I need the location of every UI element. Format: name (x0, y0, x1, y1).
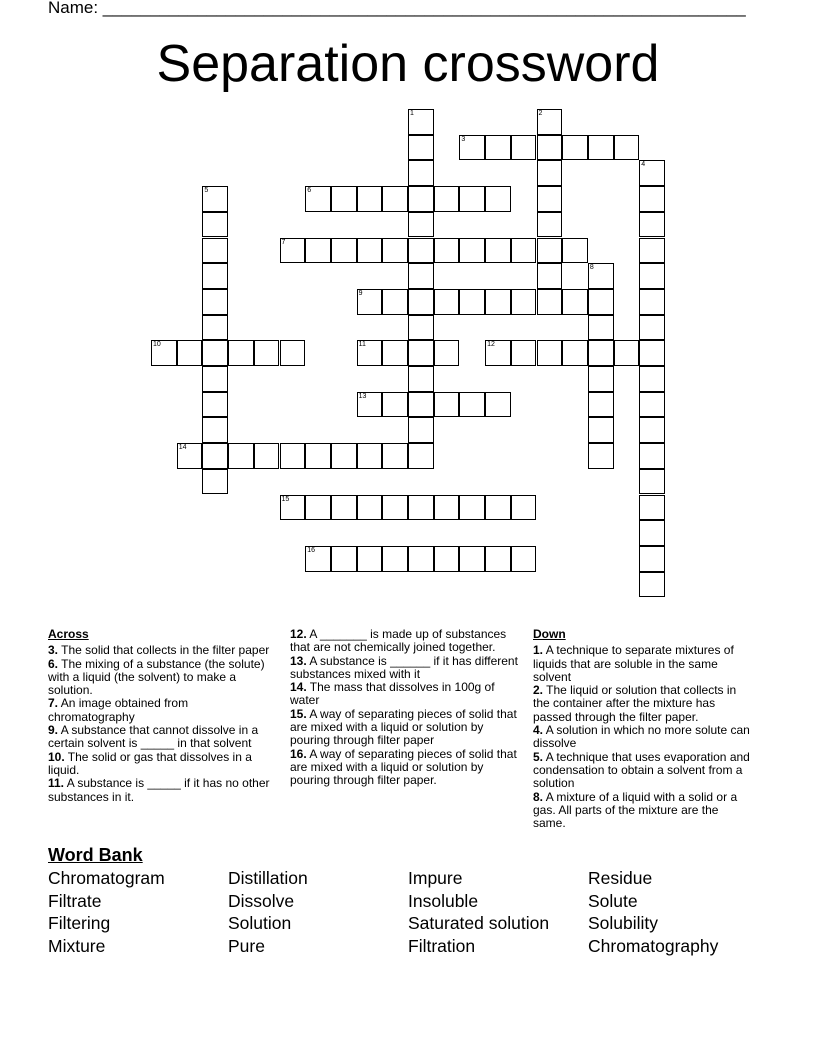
grid-cell[interactable] (537, 135, 563, 161)
grid-cell[interactable] (408, 546, 434, 572)
clue-number: 3. (48, 643, 59, 658)
word-bank-word: Residue (588, 868, 653, 888)
grid-cell[interactable] (588, 263, 614, 289)
clue-number: 13 (358, 392, 367, 400)
grid-cell[interactable] (305, 238, 331, 264)
clue (533, 791, 753, 831)
grid-cell[interactable] (588, 315, 614, 341)
grid-cell[interactable] (562, 289, 588, 315)
across-clues (48, 628, 276, 804)
clue-number: 4 (641, 161, 646, 169)
grid-cell[interactable] (614, 135, 640, 161)
page-title: Separation crossword (156, 35, 660, 93)
grid-cell[interactable] (408, 417, 434, 443)
grid-cell[interactable] (562, 238, 588, 264)
clue-number: 12. (290, 627, 307, 641)
clue-number: 7 (281, 238, 286, 246)
grid-cell[interactable] (357, 392, 383, 418)
clue (290, 655, 518, 682)
grid-cell[interactable] (485, 546, 511, 572)
grid-cell[interactable] (537, 186, 563, 212)
clue-number: 10. (48, 749, 65, 764)
word-bank-word: Insoluble (408, 891, 479, 911)
clue-text: The mixing of a substance (the solute) with a liquid (the solvent) to make a solution. (48, 656, 265, 698)
grid-cell[interactable] (537, 238, 563, 264)
grid-cell[interactable] (408, 212, 434, 238)
word-bank-word: Chromatogram (48, 868, 165, 888)
grid-cell[interactable] (357, 495, 383, 521)
grid-cell[interactable] (639, 392, 665, 418)
grid-cell[interactable] (177, 340, 203, 366)
grid-cell[interactable] (614, 340, 640, 366)
grid-cell[interactable] (357, 340, 383, 366)
clue-text: A _______ is made up of substances that are not chemically joined together. (290, 627, 507, 655)
grid-cell[interactable] (382, 238, 408, 264)
grid-cell[interactable] (408, 186, 434, 212)
down-clues (533, 628, 753, 830)
grid-cell[interactable] (639, 238, 665, 264)
grid-cell[interactable] (305, 495, 331, 521)
grid-cell[interactable] (485, 495, 511, 521)
grid-cell[interactable] (639, 469, 665, 495)
grid-cell[interactable] (434, 546, 460, 572)
grid-cell[interactable] (639, 520, 665, 546)
grid-cell[interactable] (254, 443, 280, 469)
grid-cell[interactable] (202, 289, 228, 315)
grid-cell[interactable] (202, 443, 228, 469)
word-bank-word: Solution (228, 913, 292, 933)
grid-cell[interactable] (331, 186, 357, 212)
grid-cell[interactable] (331, 546, 357, 572)
grid-cell[interactable] (537, 340, 563, 366)
across-clues-continued (290, 628, 518, 788)
grid-cell[interactable] (511, 546, 537, 572)
clue-number: 9. (48, 723, 59, 738)
grid-cell[interactable] (459, 392, 485, 418)
clue (48, 751, 276, 778)
clue-number: 4. (533, 723, 544, 738)
word-bank-word: Distillation (228, 868, 308, 888)
word-bank-word: Mixture (48, 936, 106, 956)
grid-cell[interactable] (202, 469, 228, 495)
grid-cell[interactable] (588, 366, 614, 392)
grid-cell[interactable] (408, 392, 434, 418)
clue-number: 5. (533, 749, 544, 764)
clue-number: 14 (178, 444, 187, 452)
grid-cell[interactable] (408, 340, 434, 366)
clue (290, 748, 518, 788)
grid-cell[interactable] (408, 495, 434, 521)
grid-cell[interactable] (588, 443, 614, 469)
word-bank-word: Pure (228, 936, 265, 956)
grid-cell[interactable] (639, 289, 665, 315)
grid-cell[interactable] (588, 417, 614, 443)
grid-cell[interactable] (639, 160, 665, 186)
word-bank-word: Solute (588, 891, 638, 911)
grid-cell[interactable] (177, 443, 203, 469)
grid-cell[interactable] (382, 495, 408, 521)
grid-cell[interactable] (408, 238, 434, 264)
word-bank-word: Saturated solution (408, 913, 550, 933)
clue-number: 6. (48, 656, 59, 671)
clue-number: 1. (533, 643, 544, 658)
name-field[interactable]: Name: ____________________________________________________________________ (48, 0, 746, 17)
clue (290, 681, 518, 708)
grid-cell[interactable] (639, 186, 665, 212)
clue-text: A technique that uses evaporation and condensation to obtain a solvent from a solution (533, 749, 750, 791)
grid-cell[interactable] (408, 109, 434, 135)
grid-cell[interactable] (639, 546, 665, 572)
clue-text: A mixture of a liquid with a solid or a gas. All parts of the mixture are the same. (533, 789, 738, 831)
clue (48, 658, 276, 698)
grid-cell[interactable] (588, 340, 614, 366)
grid-cell[interactable] (537, 289, 563, 315)
grid-cell[interactable] (280, 340, 306, 366)
clue-text: The mass that dissolves in 100g of water (290, 680, 495, 708)
clue-text: A way of separating pieces of solid that are mixed with a liquid or solution by pouring through filter paper (290, 706, 517, 748)
grid-cell[interactable] (382, 392, 408, 418)
grid-cell[interactable] (202, 315, 228, 341)
clue-text: A substance that cannot dissolve in a certain solvent is _____ in that solvent (48, 723, 259, 751)
clue-number: 12 (487, 341, 495, 349)
grid-cell[interactable] (202, 186, 228, 212)
grid-cell[interactable] (639, 263, 665, 289)
clue (533, 751, 753, 791)
clue (290, 628, 518, 655)
grid-cell[interactable] (382, 340, 408, 366)
grid-cell[interactable] (485, 340, 511, 366)
clue (48, 697, 276, 724)
grid-cell[interactable] (305, 186, 331, 212)
grid-cell[interactable] (357, 186, 383, 212)
down-heading: Down (533, 627, 566, 641)
grid-cell[interactable] (434, 340, 460, 366)
grid-cell[interactable] (408, 160, 434, 186)
grid-cell[interactable] (331, 443, 357, 469)
grid-cell[interactable] (408, 443, 434, 469)
grid-cell[interactable] (382, 443, 408, 469)
clue (48, 777, 276, 804)
grid-cell[interactable] (485, 186, 511, 212)
clue (48, 724, 276, 751)
grid-cell[interactable] (151, 340, 177, 366)
grid-cell[interactable] (639, 366, 665, 392)
grid-cell[interactable] (511, 340, 537, 366)
grid-cell[interactable] (459, 186, 485, 212)
grid-cell[interactable] (408, 135, 434, 161)
clue-number: 9 (358, 289, 363, 297)
grid-cell[interactable] (202, 263, 228, 289)
grid-cell[interactable] (639, 572, 665, 598)
grid-cell[interactable] (537, 263, 563, 289)
grid-cell[interactable] (459, 289, 485, 315)
grid-cell[interactable] (459, 238, 485, 264)
word-bank-word: Filtrate (48, 891, 102, 911)
grid-cell[interactable] (202, 392, 228, 418)
grid-cell[interactable] (511, 135, 537, 161)
clue-number: 7. (48, 696, 59, 711)
grid-cell[interactable] (485, 135, 511, 161)
clue-number: 5 (204, 187, 209, 195)
grid-cell[interactable] (357, 289, 383, 315)
grid-cell[interactable] (228, 443, 254, 469)
word-bank-word: Impure (408, 868, 463, 888)
grid-cell[interactable] (280, 238, 306, 264)
grid-cell[interactable] (485, 392, 511, 418)
clue (533, 644, 753, 684)
clue-number: 15. (290, 706, 307, 721)
clue-text: The liquid or solution that collects in the container after the mixture has passed through the filter paper. (533, 683, 737, 724)
clue-number: 2. (533, 683, 544, 698)
grid-cell[interactable] (639, 495, 665, 521)
grid-cell[interactable] (408, 289, 434, 315)
grid-cell[interactable] (280, 495, 306, 521)
grid-cell[interactable] (382, 186, 408, 212)
clue-number: 13. (290, 653, 307, 668)
clue (533, 684, 753, 724)
clue-number: 11. (48, 776, 65, 791)
word-bank-word: Filtration (408, 936, 476, 956)
clue-number: 16. (290, 746, 307, 761)
grid-cell[interactable] (254, 340, 280, 366)
grid-cell[interactable] (357, 546, 383, 572)
clue-text: The solid or gas that dissolves in a liquid. (48, 749, 252, 777)
grid-cell[interactable] (588, 135, 614, 161)
grid-cell[interactable] (382, 546, 408, 572)
grid-cell[interactable] (408, 315, 434, 341)
grid-cell[interactable] (357, 443, 383, 469)
clue-number: 11 (358, 341, 366, 349)
grid-cell[interactable] (434, 392, 460, 418)
grid-cell[interactable] (511, 495, 537, 521)
clue-text: A way of separating pieces of solid that are mixed with a liquid or solution by pouring through filter paper. (290, 746, 517, 788)
clue-text: A technique to separate mixtures of liquids that are soluble in the same solvent (533, 643, 734, 684)
grid-cell[interactable] (434, 238, 460, 264)
clue-number: 1 (410, 110, 414, 117)
word-bank-word: Dissolve (228, 891, 295, 911)
word-bank-word: Chromatography (588, 936, 719, 956)
grid-cell[interactable] (459, 495, 485, 521)
grid-cell[interactable] (562, 135, 588, 161)
clue-text: An image obtained from chromatography (48, 696, 189, 724)
clue-text: A substance is _____ if it has no other substances in it. (48, 776, 270, 804)
clue-number: 15 (281, 495, 290, 503)
grid-cell[interactable] (305, 443, 331, 469)
grid-cell[interactable] (511, 238, 537, 264)
clue-text: A solution in which no more solute can dissolve (533, 723, 750, 751)
grid-cell[interactable] (537, 212, 563, 238)
grid-cell[interactable] (562, 340, 588, 366)
grid-cell[interactable] (202, 238, 228, 264)
grid-cell[interactable] (537, 109, 563, 135)
clue-text: A substance is ______ if it has different substances mixed with it (290, 653, 518, 681)
clue-number: 10 (153, 341, 161, 349)
grid-cell[interactable] (639, 417, 665, 443)
across-heading: Across (48, 627, 89, 641)
clue-text: The solid that collects in the filter paper (58, 643, 270, 658)
grid-cell[interactable] (459, 135, 485, 161)
grid-cell[interactable] (537, 160, 563, 186)
grid-cell[interactable] (459, 546, 485, 572)
clue-number: 8 (589, 264, 594, 272)
grid-cell[interactable] (434, 289, 460, 315)
clue-number: 2 (538, 110, 543, 117)
grid-cell[interactable] (434, 495, 460, 521)
clue-number: 3 (461, 135, 466, 143)
grid-cell[interactable] (382, 289, 408, 315)
clue-number: 8. (533, 789, 544, 804)
clue (533, 724, 753, 751)
grid-cell[interactable] (639, 340, 665, 366)
grid-cell[interactable] (202, 366, 228, 392)
clue-number: 14. (290, 680, 307, 695)
grid-cell[interactable] (639, 443, 665, 469)
grid-cell[interactable] (588, 392, 614, 418)
grid-cell[interactable] (485, 238, 511, 264)
grid-cell[interactable] (331, 238, 357, 264)
word-bank-word: Solubility (588, 913, 659, 933)
clue (290, 708, 518, 748)
grid-cell[interactable] (639, 315, 665, 341)
grid-cell[interactable] (511, 289, 537, 315)
clue-number: 16 (307, 546, 315, 554)
grid-cell[interactable] (434, 186, 460, 212)
grid-cell[interactable] (357, 238, 383, 264)
grid-cell[interactable] (305, 546, 331, 572)
grid-cell[interactable] (408, 263, 434, 289)
clue (48, 644, 276, 657)
grid-cell[interactable] (228, 340, 254, 366)
grid-cell[interactable] (408, 366, 434, 392)
word-bank-word: Filtering (48, 913, 111, 933)
grid-cell[interactable] (280, 443, 306, 469)
grid-cell[interactable] (202, 417, 228, 443)
grid-cell[interactable] (639, 212, 665, 238)
grid-cell[interactable] (202, 212, 228, 238)
grid-cell[interactable] (485, 289, 511, 315)
grid-cell[interactable] (331, 495, 357, 521)
word-bank-title: Word Bank (48, 845, 143, 865)
grid-cell[interactable] (588, 289, 614, 315)
clue-number: 6 (307, 187, 312, 195)
grid-cell[interactable] (202, 340, 228, 366)
